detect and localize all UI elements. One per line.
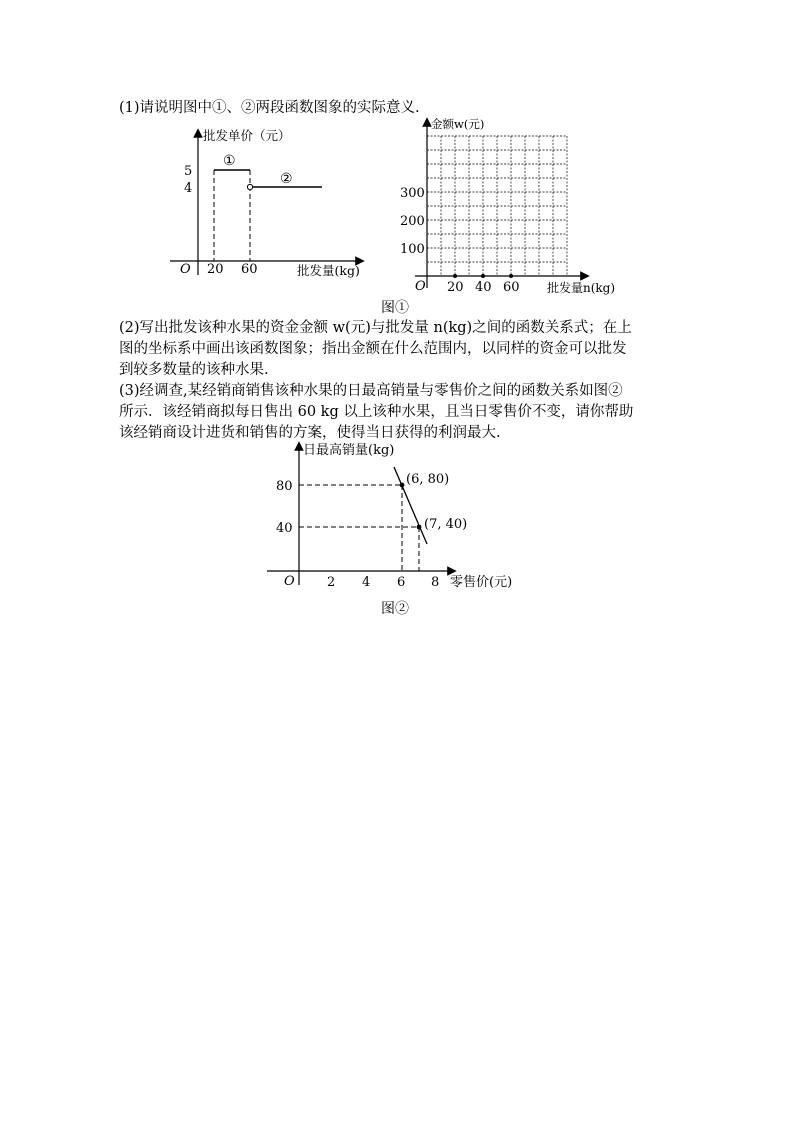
point-label-7-40: (7, 40) bbox=[424, 517, 468, 532]
point-6-80 bbox=[400, 483, 405, 488]
tick-y-40: 40 bbox=[276, 521, 293, 536]
question-2-line-1: (2)写出批发该种水果的资金金额 w(元)与批发量 n(kg)之间的函数关系式；在上 bbox=[119, 320, 632, 336]
chart-daily-sales bbox=[262, 440, 542, 598]
question-2-line-3: 到较多数量的该种水果. bbox=[119, 362, 269, 378]
origin-label: O bbox=[415, 279, 426, 294]
question-2-line-2: 图的坐标系中画出该函数图象；指出金额在什么范围内，以同样的资金可以批发 bbox=[119, 341, 627, 357]
figure-1-caption: 图① bbox=[381, 300, 409, 316]
tick-y-5: 5 bbox=[184, 164, 193, 179]
point-7-40 bbox=[417, 525, 422, 530]
tick-y-300: 300 bbox=[400, 186, 425, 201]
chart-wholesale-price bbox=[160, 125, 400, 285]
tick-x-20: 20 bbox=[207, 262, 224, 277]
tick-x-20: 20 bbox=[447, 280, 464, 295]
segment-label-1: ① bbox=[223, 153, 236, 169]
tick-x-60: 60 bbox=[241, 262, 258, 277]
segment-label-2: ② bbox=[280, 171, 293, 187]
point-label-6-80: (6, 80) bbox=[406, 472, 450, 487]
tick-y-100: 100 bbox=[400, 242, 425, 257]
ylabel: 金额w(元) bbox=[431, 117, 485, 131]
tick-x-4: 4 bbox=[362, 575, 371, 590]
question-3-line-3: 该经销商设计进货和销售的方案，使得当日获得的利润最大. bbox=[119, 425, 501, 441]
grid bbox=[427, 136, 567, 276]
open-point-60-4 bbox=[247, 184, 252, 189]
tick-dot-60 bbox=[509, 274, 513, 278]
tick-x-60: 60 bbox=[503, 280, 520, 295]
ylabel: 批发单价（元） bbox=[203, 128, 291, 143]
tick-y-4: 4 bbox=[184, 181, 193, 196]
tick-y-80: 80 bbox=[276, 479, 293, 494]
question-3-line-1: (3)经调查,某经销商销售该种水果的日最高销量与零售价之间的函数关系如图② bbox=[119, 383, 623, 399]
tick-x-2: 2 bbox=[327, 575, 336, 590]
origin-label: O bbox=[284, 574, 295, 589]
tick-dot-40 bbox=[481, 274, 485, 278]
xlabel: 批发量(kg) bbox=[297, 263, 360, 278]
origin-label: O bbox=[180, 262, 191, 277]
tick-x-40: 40 bbox=[475, 280, 492, 295]
question-3-line-2: 所示．该经销商拟每日售出 60 kg 以上该种水果，且当日零售价不变，请你帮助 bbox=[119, 404, 634, 420]
question-1: (1)请说明图中①、②两段函数图象的实际意义. bbox=[119, 100, 420, 116]
chart-amount-grid bbox=[395, 112, 635, 300]
tick-y-200: 200 bbox=[400, 214, 425, 229]
tick-x-6: 6 bbox=[397, 575, 406, 590]
xlabel: 批发量n(kg) bbox=[547, 281, 616, 295]
tick-x-8: 8 bbox=[431, 575, 440, 590]
ylabel: 日最高销量(kg) bbox=[303, 443, 395, 458]
xlabel: 零售价(元) bbox=[450, 575, 513, 590]
tick-dot-20 bbox=[453, 274, 457, 278]
figure-2-caption: 图② bbox=[381, 601, 409, 617]
